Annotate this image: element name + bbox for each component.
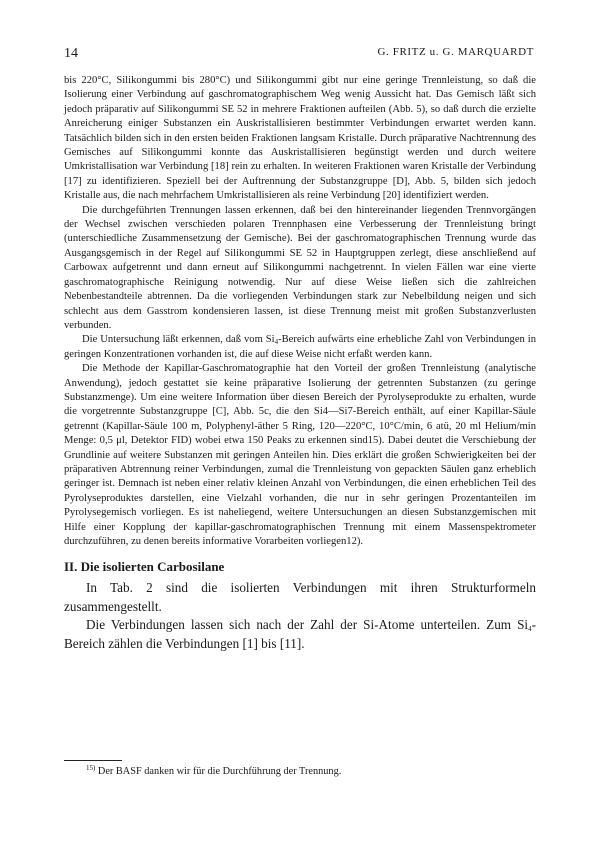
footnote: [86, 765, 536, 778]
section-heading: II. Die isolierten Carbosilane: [64, 559, 225, 575]
main-text: [64, 74, 536, 653]
page-header: [64, 46, 534, 62]
section-paragraph-2: [64, 616, 536, 653]
paragraph-1: bis 220°C, Silikongummi bis 280°C) und Silikongummi gibt nur eine geringe Trennleistung, so daß die Isolierung einer Verbindung auf gaschromatographischem Weg wenig Aussicht hat. Das Gemisch läßt sich jedoch präparativ auf Silikongummi SE 52 in mehrere Fraktionen aufteilen (Abb. 5), so daß durch die erzielte Anreicherung einiger Substanzen ein Auskristallisieren bestimmter Verbindungen erwartet werden kann. Tatsächlich bilden sich in den ersten beiden Fraktionen langsam Kristalle. Durch präparative Nachtrennung des Gemisches auf Silikongummi konnte das Auskristallisieren begünstigt werden und durch weitere Umkristallisation war Verbindung [18] rein zu erhalten. In weiteren Fraktionen waren Kristalle der Verbindung [17] zu identifizieren. Speziell bei der Auftrennung der Substanzgruppe [D], Abb. 5, bilden sich jedoch Kristalle aus, die nach mehrfachem Umkristallisieren als reine Verbindung [20] identifiziert werden.: [64, 75, 536, 202]
paragraph-3-part-a: Die Untersuchung läßt erkennen, daß vom Si: [82, 334, 275, 346]
section-paragraph-2-part-b: -Bereich zählen die Verbindungen [1] bis [11].: [64, 617, 536, 651]
footnote-text: Der BASF danken wir für die Durchführung der Trennung.: [97, 766, 342, 777]
subscript: 4: [274, 338, 279, 347]
paragraph-4: Die Methode der Kapillar-Gaschromatographie hat den Vorteil der großen Trennleistung (analytische Anwendung), jedoch gestattet sie keine präparative Isolierung der getrennten Substanzen (zu geringe Substanzmenge). Um eine weitere Information über diesen Bereich der Pyrolyseprodukte zu erhalten, wurde die vorgetrennte Substanzgruppe [C], Abb. 5c, die den Si4—Si7-Bereich enthält, auf einer Kapillar-Säule getrennt (Kapillar-Säule 100 m, Polyphenyl-äther 5 Ring, 120—220°C, 10°C/min, 6 atü, 20 ml Helium/min Menge: 0,5 μl, Detektor FID) wobei etwa 150 Peaks zu erkennen sind15). Dabei deutet die Verschiebung der Grundlinie auf weitere Substanzen mit geringen Anteilen hin. Dies erklärt die großen Schwierigkeiten bei der präparativen Abtrennung reiner Verbindungen, zumal die Trennleistung von gepackten Säulen ganz erheblich geringer ist. Demnach ist neben einer relativ kleinen Anzahl von Verbindungen, die einen erheblichen Teil des Pyrolyseproduktes darstellen, eine Vielzahl vorhanden, die nur in sehr geringen Prozentanteilen im Pyrolysegemisch vorliegen. Es ist naheliegend, weitere Untersuchungen an diesen Substanzgemischen mit Hilfe einer Kopplung der kapillar-gaschromatographischen Trennung mit einem Massenspektrometer durchzuführen, zu denen bereits informative Vorarbeiten vorliegen12).: [64, 363, 536, 547]
footnote-mark: 15): [86, 764, 96, 772]
section-paragraph-1: In Tab. 2 sind die isolierten Verbindungen mit ihren Strukturformeln zusammengestellt.: [64, 580, 536, 614]
paragraph-3: [64, 333, 536, 362]
page-number: 14: [64, 46, 78, 61]
footnote-divider: [64, 760, 122, 761]
subscript: 4: [528, 625, 532, 634]
paragraph-2: Die durchgeführten Trennungen lassen erkennen, daß bei den hintereinander liegenden Trennvorgängen der Wechsel zwischen verschieden polaren Trennphasen eine Verbesserung der Trennleistung bringt (unterschiedliche Zusammensetzung der Gemische). Bei der gaschromatographischen Trennung wurde das Ausgangsgemisch in der Regel auf Silikongummi SE 52 in Hauptgruppen zerlegt, diese anschließend auf Carbowax aufgetrennt und dann erneut auf Silikongummi nachgetrennt. In vielen Fällen war eine vierte gaschromatographische Reinigung notwendig. Nur auf diese Weise ließen sich die zahlreichen Nebenbestandteile abtrennen. Da die vorliegenden Verbindungen stark zur Nebelbildung neigen und sich schlecht aus dem Gasstrom kondensieren lassen, ist diese Trennung meist mit großen Substanzverlusten verbunden.: [64, 204, 536, 331]
paragraph-3-part-b: -Bereich aufwärts eine erhebliche Zahl von Verbindungen in geringen Konzentrationen vorhanden ist, die auf diese Weise nicht erfaßt werden kann.: [64, 334, 536, 360]
section-paragraph-2-part-a: Die Verbindungen lassen sich nach der Zahl der Si-Atome unterteilen. Zum Si: [86, 617, 529, 633]
running-head: G. FRITZ u. G. MARQUARDT: [377, 46, 534, 58]
